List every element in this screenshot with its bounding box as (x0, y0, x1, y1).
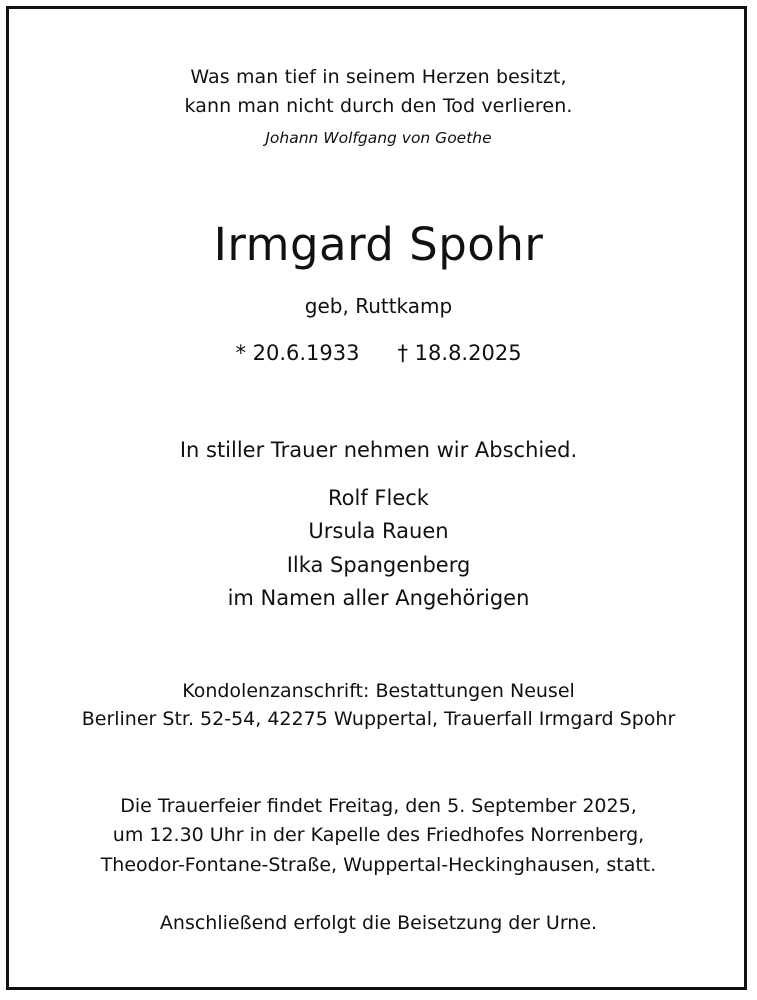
quote-line-2: kann man nicht durch den Tod verlieren. (184, 95, 573, 117)
life-dates (0, 343, 757, 364)
farewell-text: In stiller Trauer nehmen wir Abschied. (179, 438, 578, 462)
service-info-line-3: Theodor-Fontane-Straße, Wuppertal-Heckinghausen, statt. (100, 854, 657, 876)
condolence-address-line-1: Kondolenzanschrift: Bestattungen Neusel (182, 680, 575, 702)
quote-author: Johann Wolfgang von Goethe (265, 129, 492, 147)
mourners-family-line: im Namen aller Angehörigen (227, 586, 530, 610)
deceased-name: Irmgard Spohr (213, 218, 544, 271)
mourner-name: Ilka Spangenberg (286, 553, 471, 577)
death-date: † 18.8.2025 (397, 341, 522, 365)
condolence-address-line-2: Berliner Str. 52-54, 42275 Wuppertal, Trauerfall Irmgard Spohr (81, 708, 676, 730)
mourner-name: Rolf Fleck (328, 486, 429, 510)
urn-burial-note: Anschließend erfolgt die Beisetzung der Urne. (159, 912, 598, 934)
maiden-name: geb, Ruttkamp (304, 294, 453, 318)
quote-line-1: Was man tief in seinem Herzen besitzt, (190, 66, 567, 88)
birth-date: * 20.6.1933 (235, 341, 360, 365)
service-info-line-1: Die Trauerfeier findet Freitag, den 5. September 2025, (120, 795, 637, 817)
service-info-line-2: um 12.30 Uhr in der Kapelle des Friedhofes Norrenberg, (112, 824, 645, 846)
mourner-name: Ursula Rauen (308, 519, 449, 543)
